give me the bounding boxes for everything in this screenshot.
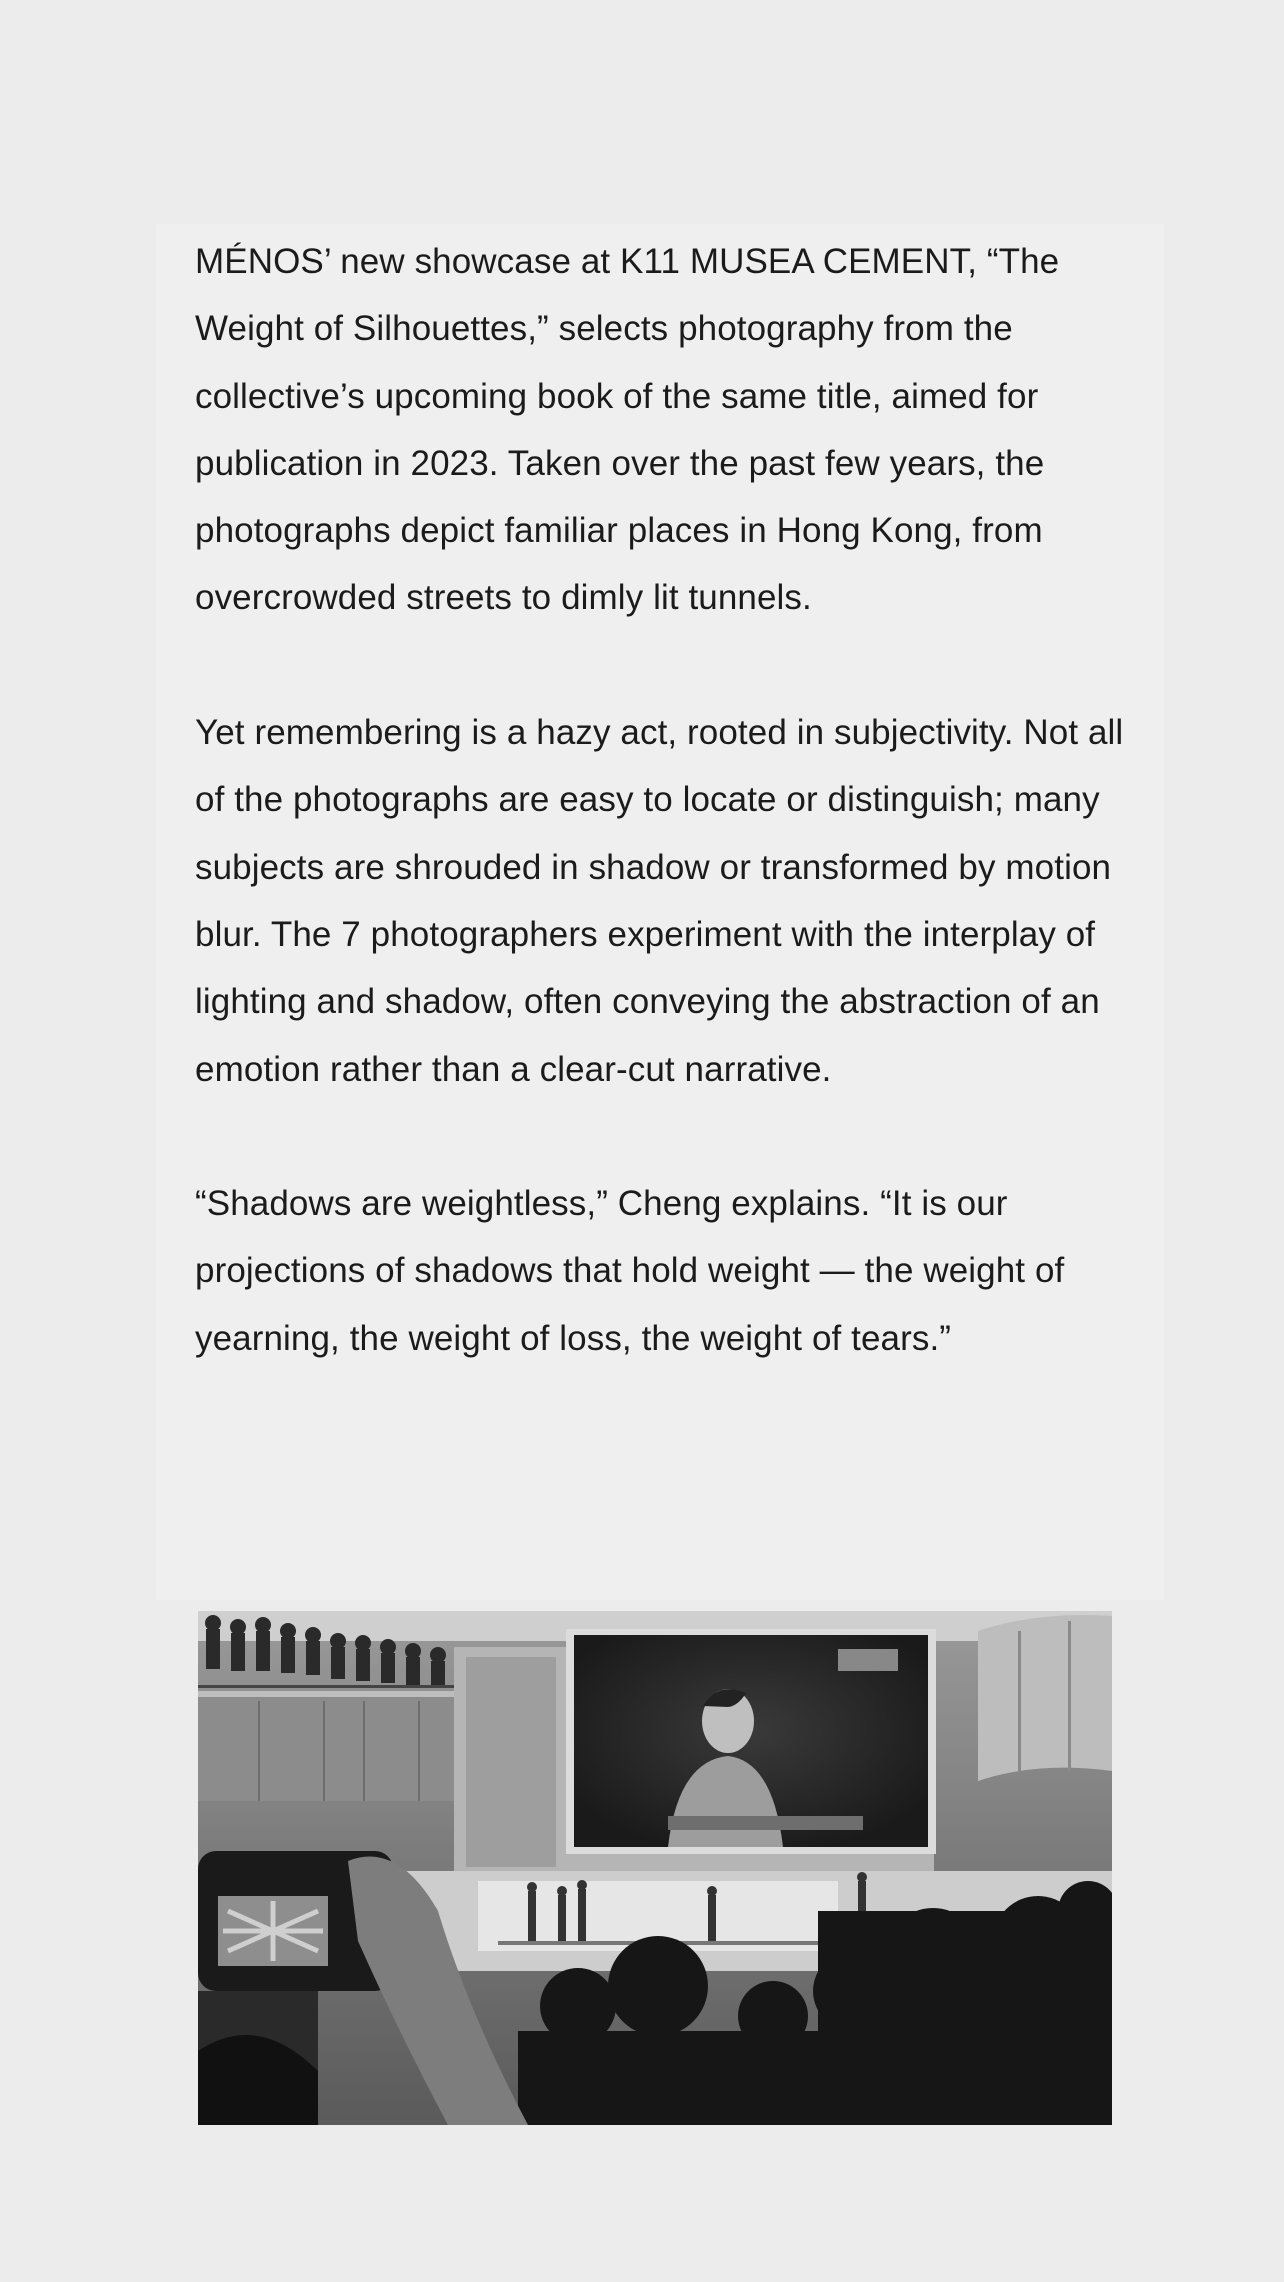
article-paragraph-2: Yet remembering is a hazy act, rooted in subjectivity. Not all of the photographs are easy to locate or distinguish; many subjects are shrouded in shadow or transformed by motion blur. The 7 photographers experiment with the interplay of lighting and shadow, often conveying the abstraction of an emotion rather than a clear-cut narrative. bbox=[195, 713, 1124, 1089]
article-body bbox=[195, 228, 1155, 1372]
article-paragraph-1: MÉNOS’ new showcase at K11 MUSEA CEMENT, “The Weight of Silhouettes,” selects photography from the collective’s upcoming book of the same title, aimed for publication in 2023. Taken over the past few years, the photographs depict familiar places in Hong Kong, from overcrowded streets to dimly lit tunnels. bbox=[195, 242, 1060, 618]
mall-crowd-photo bbox=[198, 1611, 1112, 2125]
mall-crowd-photo-illustration bbox=[198, 1611, 1112, 2125]
article-paragraph-3: “Shadows are weightless,” Cheng explains. “It is our projections of shadows that hold weight — the weight of yearning, the weight of loss, the weight of tears.” bbox=[195, 1184, 1065, 1358]
